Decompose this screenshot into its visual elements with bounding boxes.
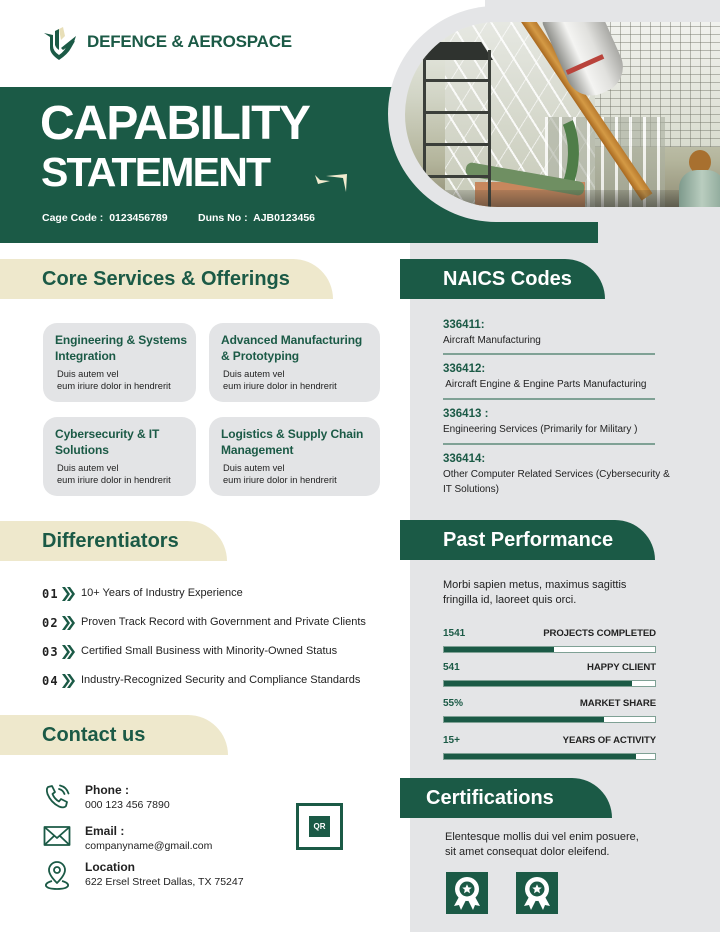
contact-header (0, 715, 228, 755)
naics-code: 336414: (443, 453, 486, 465)
service-card-description (57, 368, 171, 392)
envelope-icon (43, 823, 71, 851)
progress-bar (443, 716, 656, 723)
card-title-line: Management (221, 442, 294, 457)
service-card-cybersecurity (43, 417, 196, 496)
differentiators-title: Differentiators (42, 530, 179, 552)
core-services-title: Core Services & Offerings (42, 268, 290, 290)
phone-label: Phone : (85, 783, 129, 797)
progress-bar-fill (444, 681, 632, 686)
stat-projects-completed (443, 628, 656, 660)
photo-person-body (679, 170, 720, 207)
card-title-line: & Prototyping (221, 348, 300, 363)
decorative-bracket-icon (314, 171, 350, 193)
email-address[interactable]: companyname@gmail.com (85, 840, 213, 852)
progress-bar-fill (444, 754, 636, 759)
description-line: Morbi sapien metus, maximus sagittis (443, 579, 627, 591)
stat-value: 55% (443, 698, 464, 709)
phone-number[interactable]: 000 123 456 7890 (85, 799, 170, 811)
description-line: fringilla id, laoreet quis orci. (443, 594, 577, 606)
naics-item (443, 362, 657, 393)
card-desc-line: Duis autem vel (57, 463, 119, 473)
naics-description: Engineering Services (Primarily for Military ) (443, 424, 638, 435)
differentiator-text: 10+ Years of Industry Experience (81, 587, 243, 599)
qr-code[interactable] (296, 803, 343, 850)
stat-label: MARKET SHARE (579, 698, 656, 709)
service-card-manufacturing (209, 323, 380, 402)
core-services-header (0, 259, 333, 299)
service-card-logistics (209, 417, 380, 496)
naics-header (400, 259, 605, 299)
duns-value: AJB0123456 (253, 212, 315, 224)
service-card-title (221, 333, 362, 364)
naics-title: NAICS Codes (443, 268, 572, 290)
award-badge-icon (446, 872, 488, 914)
photo-person (677, 150, 720, 207)
card-desc-line: eum iriure dolor in hendrerit (57, 475, 171, 485)
location-pin-icon (43, 861, 71, 889)
page-title-line-1: CAPABILITY (40, 97, 310, 150)
phone-icon (43, 783, 71, 811)
location-label: Location (85, 860, 135, 874)
cage-code-value: 0123456789 (109, 212, 168, 224)
certifications-description (445, 830, 685, 860)
card-desc-line: eum iriure dolor in hendrerit (223, 381, 337, 391)
stat-value: 541 (443, 662, 460, 673)
naics-divider (443, 443, 655, 445)
certifications-header (400, 778, 612, 818)
naics-code: 336412: (443, 363, 486, 375)
cage-code-label: Cage Code : (42, 212, 104, 224)
naics-description: Aircraft Engine & Engine Parts Manufacturing (443, 379, 647, 390)
naics-divider (443, 398, 655, 400)
naics-item (443, 407, 657, 438)
card-title-line: Logistics & Supply Chain (221, 427, 364, 441)
cage-code (42, 212, 171, 224)
progress-bar-fill (444, 647, 554, 652)
naics-item (443, 452, 670, 497)
service-card-title (55, 333, 187, 364)
duns-label: Duns No : (198, 212, 248, 224)
contact-location (85, 860, 244, 889)
progress-bar (443, 646, 656, 653)
contact-email (85, 824, 212, 853)
naics-item (443, 318, 657, 349)
service-card-title (55, 427, 159, 458)
stat-label: PROJECTS COMPLETED (543, 628, 656, 639)
award-badge-icon (516, 872, 558, 914)
stat-years-of-activity (443, 735, 656, 767)
card-title-line: Advanced Manufacturing (221, 333, 363, 347)
double-chevron-right-icon (61, 644, 75, 660)
differentiator-number: 03 (42, 645, 59, 659)
hero-photo (405, 22, 720, 207)
progress-bar (443, 680, 656, 687)
card-title-line: Engineering & Systems (55, 333, 187, 347)
description-line: Elentesque mollis dui vel enim posuere, (445, 831, 639, 843)
card-desc-line: Duis autem vel (223, 463, 285, 473)
differentiators-header (0, 521, 227, 561)
progress-bar (443, 753, 656, 760)
card-title-line: Solutions (55, 442, 109, 457)
contact-phone (85, 783, 170, 812)
card-desc-line: eum iriure dolor in hendrerit (57, 381, 171, 391)
contact-title: Contact us (42, 724, 146, 746)
address: 622 Ersel Street Dallas, TX 75247 (85, 876, 244, 888)
naics-divider (443, 353, 655, 355)
certifications-title: Certifications (426, 787, 554, 809)
stat-value: 1541 (443, 628, 466, 639)
card-desc-line: eum iriure dolor in hendrerit (223, 475, 337, 485)
differentiator-text: Proven Track Record with Government and Private Clients (81, 616, 366, 628)
page-title-line-2: STATEMENT (41, 149, 270, 195)
brand-name: DEFENCE & AEROSPACE (87, 32, 292, 51)
past-performance-title: Past Performance (443, 529, 614, 551)
stat-market-share (443, 698, 656, 730)
card-title-line: Integration (55, 348, 116, 363)
qr-code-placeholder: QR (309, 816, 330, 837)
differentiator-text: Industry-Recognized Security and Compliance Standards (81, 674, 361, 686)
service-card-description (223, 368, 337, 392)
card-desc-line: Duis autem vel (223, 369, 285, 379)
service-card-description (223, 462, 337, 486)
differentiator-number: 01 (42, 587, 59, 601)
photo-scaffold-tower (423, 50, 491, 207)
double-chevron-right-icon (61, 673, 75, 689)
naics-description: IT Solutions) (443, 483, 499, 495)
naics-description: Aircraft Manufacturing (443, 335, 541, 346)
double-chevron-right-icon (61, 586, 75, 602)
duns-number (198, 212, 318, 224)
progress-bar-fill (444, 717, 604, 722)
stat-label: HAPPY CLIENT (587, 662, 656, 673)
card-desc-line: Duis autem vel (57, 369, 119, 379)
stat-value: 15+ (443, 735, 460, 746)
stat-happy-client (443, 662, 656, 694)
naics-description: Other Computer Related Services (Cybersecurity & (443, 469, 670, 480)
service-card-description (57, 462, 171, 486)
naics-code: 336413 : (443, 408, 489, 420)
photo-floor-shadow (405, 190, 720, 207)
past-performance-header (400, 520, 655, 560)
service-card-title (221, 427, 363, 458)
shield-leaf-logo-icon (41, 26, 78, 63)
description-line: sit amet consequat dolor eleifend. (445, 846, 610, 858)
naics-code: 336411: (443, 319, 485, 331)
differentiator-number: 04 (42, 674, 59, 688)
card-title-line: Cybersecurity & IT (55, 427, 160, 441)
differentiator-number: 02 (42, 616, 59, 630)
email-label: Email : (85, 824, 125, 838)
service-card-engineering (43, 323, 196, 402)
double-chevron-right-icon (61, 615, 75, 631)
stat-label: YEARS OF ACTIVITY (562, 735, 656, 746)
past-performance-description (443, 578, 663, 608)
differentiator-text: Certified Small Business with Minority-Owned Status (81, 645, 338, 657)
